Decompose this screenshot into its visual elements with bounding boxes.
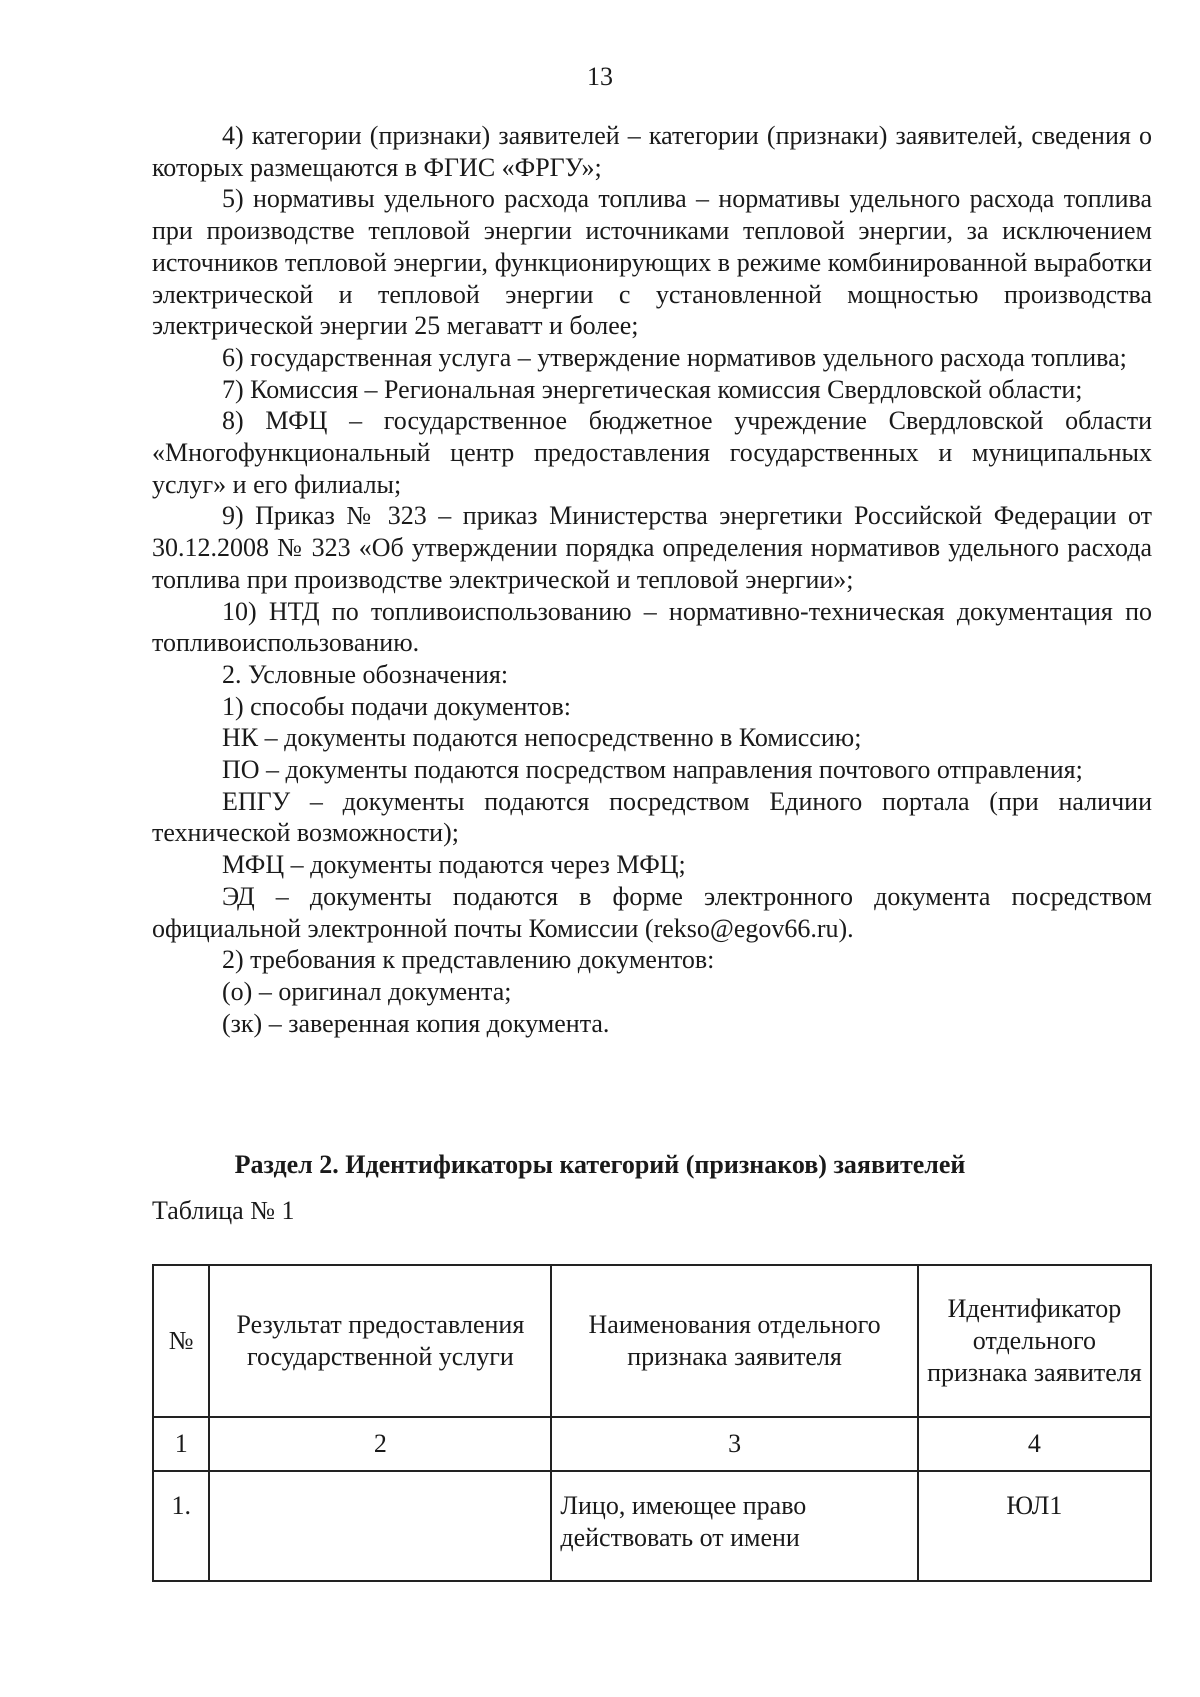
- legend-subheading: 1) способы подачи документов:: [222, 691, 571, 721]
- legend-item: ПО – документы подаются посредством направления почтового отправления;: [222, 755, 1083, 785]
- table-caption: Таблица № 1: [152, 1196, 295, 1225]
- table-row: [153, 1471, 1151, 1581]
- legend-subheading: 2) требования к представлению документов:: [222, 945, 715, 975]
- table-column-numbers-row: [153, 1417, 1151, 1471]
- column-number-cell: 1: [153, 1417, 209, 1471]
- definition-paragraph: 7) Комиссия – Региональная энергетическая комиссия Свердловской области;: [222, 374, 1083, 404]
- legend-item: МФЦ – документы подаются через МФЦ;: [222, 850, 686, 880]
- legend-heading: 2. Условные обозначения:: [222, 659, 509, 689]
- definition-paragraph: 10) НТД по топливоиспользованию – нормативно-техническая документация по топливоиспользованию.: [152, 596, 1152, 658]
- header-cell-number: №: [153, 1265, 209, 1417]
- legend-item: ЭД – документы подаются в форме электронного документа посредством официальной электронной почты Комиссии (rekso@egov66.ru).: [152, 881, 1152, 943]
- legend-item: (зк) – заверенная копия документа.: [222, 1008, 610, 1038]
- column-number-cell: 3: [551, 1417, 917, 1471]
- definition-paragraph: 6) государственная услуга – утверждение нормативов удельного расхода топлива;: [222, 342, 1127, 372]
- definition-paragraph: 9) Приказ № 323 – приказ Министерства энергетики Российской Федерации от 30.12.2008 № 323 «Об утверждении порядка определения нормативов удельного расхода топлива при производстве электрической и тепловой энергии»;: [152, 501, 1152, 594]
- header-cell-feature-name: Наименования отдельного признака заявителя: [551, 1265, 917, 1417]
- applicant-identifiers-table: [152, 1264, 1152, 1582]
- table-cell-identifier: ЮЛ1: [918, 1471, 1151, 1581]
- legend-item: ЕПГУ – документы подаются посредством Единого портала (при наличии технической возможности);: [152, 786, 1152, 848]
- page-number: 13: [587, 62, 613, 91]
- definition-paragraph: 4) категории (признаки) заявителей – категории (признаки) заявителей, сведения о которых размещаются в ФГИС «ФРГУ»;: [152, 121, 1152, 182]
- legend-item: НК – документы подаются непосредственно в Комиссию;: [222, 723, 862, 753]
- definition-paragraph: 8) МФЦ – государственное бюджетное учреждение Свердловской области «Многофункциональный центр предоставления государственных и муниципальных услуг» и его филиалы;: [152, 406, 1152, 499]
- header-cell-result: Результат предоставления государственной услуги: [209, 1265, 551, 1417]
- table-cell-number: 1.: [153, 1471, 209, 1581]
- column-number-cell: 2: [209, 1417, 551, 1471]
- header-cell-identifier: Идентификатор отдельного признака заявителя: [918, 1265, 1151, 1417]
- table-cell-result: [209, 1471, 551, 1581]
- document-body: [152, 120, 1152, 1039]
- table-header-row: [153, 1265, 1151, 1417]
- definition-paragraph: 5) нормативы удельного расхода топлива – нормативы удельного расхода топлива при производстве тепловой энергии источниками тепловой энергии, за исключением источников тепловой энергии, функционирующих в режиме комбинированной выработки электрической и тепловой энергии с установленной мощностью производства электрической энергии 25 мегаватт и более;: [152, 184, 1152, 341]
- section-heading: Раздел 2. Идентификаторы категорий (признаков) заявителей: [234, 1150, 966, 1179]
- column-number-cell: 4: [918, 1417, 1151, 1471]
- legend-item: (о) – оригинал документа;: [222, 976, 512, 1006]
- table-cell-feature-name: Лицо, имеющее право действовать от имени: [551, 1471, 917, 1581]
